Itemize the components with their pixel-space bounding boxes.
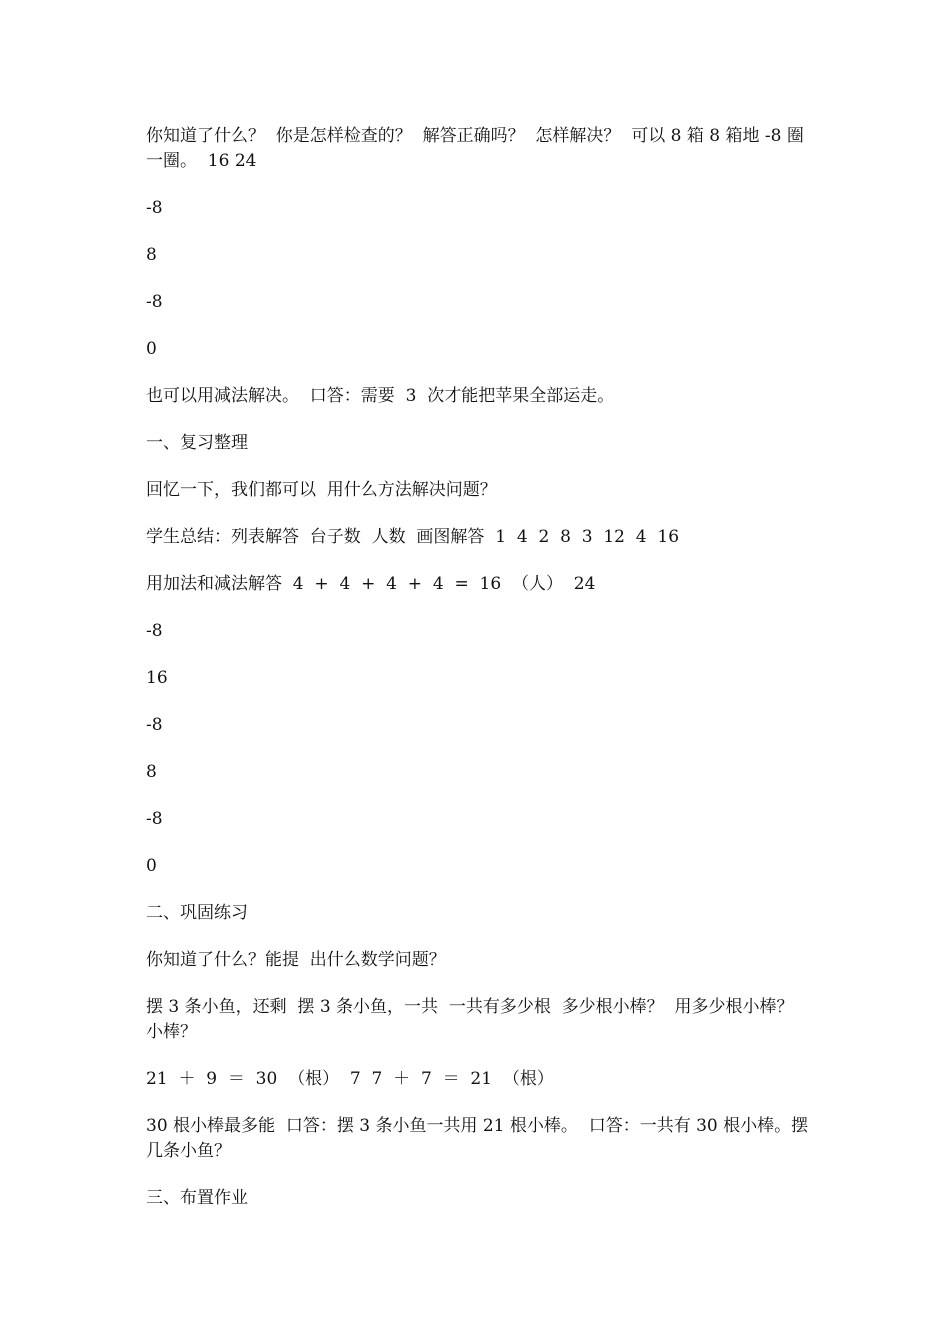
section-heading-practice: 二、巩固练习 (146, 903, 248, 923)
paragraph-18: 你知道了什么？能提 出什么数学问题？ (146, 950, 446, 970)
paragraph-11: -8 (146, 621, 163, 641)
paragraph-3: 8 (146, 245, 157, 265)
paragraph-19: 摆 3 条小鱼，还剩 摆 3 条小鱼，一共 一共有多少根 多少根小棒？ 用多少根小棒？ 小棒？ (146, 997, 805, 1042)
paragraph-8: 回忆一下，我们都可以 用什么方法解决问题？ (146, 480, 497, 500)
paragraph-13: -8 (146, 715, 163, 735)
paragraph-10: 用加法和减法解答 4 + 4 + 4 + 4 = 16 （人） 24 (146, 574, 596, 594)
section-heading-review: 一、复习整理 (146, 433, 248, 453)
paragraph-12: 16 (146, 668, 168, 688)
paragraph-2: -8 (146, 198, 163, 218)
section-heading-homework: 三、布置作业 (146, 1188, 248, 1208)
paragraph-5: 0 (146, 339, 157, 359)
paragraph-1: 你知道了什么？ 你是怎样检查的？ 解答正确吗？ 怎样解决？ 可以 8 箱 8 箱地 -8 圈一圈。 16 24 (146, 126, 804, 171)
paragraph-20: 21 ＋ 9 ＝ 30 （根） 7 7 ＋ 7 ＝ 21 （根） (146, 1069, 554, 1089)
paragraph-6: 也可以用减法解决。 口答：需要 3 次才能把苹果全部运走。 (146, 386, 615, 406)
paragraph-21: 30 根小棒最多能 口答：摆 3 条小鱼一共用 21 根小棒。 口答：一共有 30 根小棒。摆几条小鱼？ (146, 1116, 809, 1161)
paragraph-15: -8 (146, 809, 163, 829)
paragraph-9: 学生总结：列表解答 台子数 人数 画图解答 1 4 2 8 3 12 4 16 (146, 527, 680, 547)
document-body (146, 124, 816, 1233)
paragraph-14: 8 (146, 762, 157, 782)
paragraph-16: 0 (146, 856, 157, 876)
paragraph-4: -8 (146, 292, 163, 312)
